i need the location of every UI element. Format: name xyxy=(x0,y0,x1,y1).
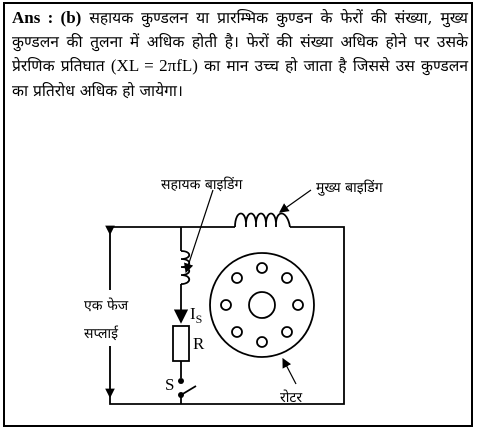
reactance-formula: (XL = 2πfL) xyxy=(110,56,198,76)
rotor-leader xyxy=(283,359,296,384)
switch-label: S xyxy=(165,375,175,394)
rotor xyxy=(210,253,314,357)
circuit-wiring xyxy=(110,227,344,404)
rotor-label: रोटर xyxy=(280,390,303,406)
answer-label: Ans : (b) xyxy=(12,8,82,27)
answer-text-part2: का मान उच्च हो जाता है जिससे उस कुण्डलन का प्रतिरोध अधिक हो जायेगा। xyxy=(12,57,468,100)
switch xyxy=(178,378,196,398)
main-leader xyxy=(280,190,311,212)
supply-label-line1: एक फेज xyxy=(84,298,129,314)
main-winding-coil xyxy=(235,214,290,228)
supply-label-line2: सप्लाई xyxy=(84,326,119,342)
resistor-label: R xyxy=(193,334,205,353)
auxiliary-winding-label: सहायक बाइडिंग xyxy=(161,177,243,193)
main-winding-label: मुख्य बाइडिंग xyxy=(316,180,383,196)
current-label: $I_S$ xyxy=(190,304,203,326)
resistor xyxy=(173,326,189,361)
answer-text-part1: सहायक कुण्डलन या प्रारम्भिक कुण्डन के फेरों की संख्या, मुख्य कुण्डलन की तुलना में अधिक होती है। फेरों की संख्या अधिक होने पर उसके प्रेरणिक प्रतिघात xyxy=(12,9,468,76)
auxiliary-leader xyxy=(186,190,213,272)
